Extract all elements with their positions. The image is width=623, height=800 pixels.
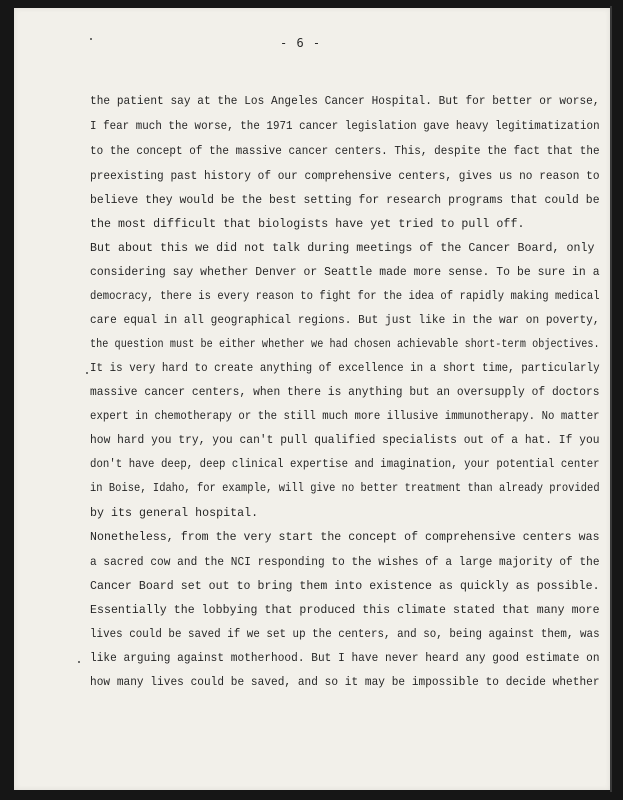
text-line: like arguing against motherhood. But I have never heard any good estimate on [90,652,600,665]
text-line: democracy, there is every reason to fight for the idea of rapidly making medical [90,290,600,303]
text-line: I fear much the worse, the 1971 cancer legislation gave heavy legitimatization [90,120,600,133]
text-line: lives could be saved if we set up the centers, and so, being against them, was [90,628,600,641]
text-line: expert in chemotherapy or the still much more illusive immunotherapy. No matter [90,410,600,423]
text-line: don't have deep, deep clinical expertise and imagination, your potential center [90,458,600,471]
text-line: to the concept of the massive cancer centers. This, despite the fact that the [90,145,600,158]
text-line: the patient say at the Los Angeles Cancer Hospital. But for better or worse, [90,95,600,108]
text-line: Essentially the lobbying that produced this climate stated that many more [90,604,600,617]
text-line: by its general hospital. [90,507,259,520]
text-line: preexisting past history of our comprehensive centers, gives us no reason to [90,170,600,183]
text-line: But about this we did not talk during meetings of the Cancer Board, only [90,242,595,255]
text-line: Cancer Board set out to bring them into existence as quickly as possible. [90,580,600,593]
page-number: - 6 - [280,36,322,50]
dust-speck [90,38,92,40]
text-line: It is very hard to create anything of excellence in a short time, particularly [90,362,600,375]
text-line: massive cancer centers, when there is anything but an oversupply of doctors [90,386,600,399]
text-line: Nonetheless, from the very start the concept of comprehensive centers was [90,531,600,544]
text-line: care equal in all geographical regions. But just like in the war on poverty, [90,314,600,327]
text-line: the most difficult that biologists have yet tried to pull off. [90,218,525,231]
text-line: the question must be either whether we had chosen achievable short-term objectives. [90,338,600,351]
text-line: believe they would be the best setting for research programs that could be [90,194,600,207]
text-line: how hard you try, you can't pull qualified specialists out of a hat. If you [90,434,600,447]
page-edge [610,6,612,792]
text-line: in Boise, Idaho, for example, will give no better treatment than already provided [90,482,600,495]
text-line: how many lives could be saved, and so it may be impossible to decide whether [90,676,600,689]
dust-speck [78,661,80,663]
text-line: considering say whether Denver or Seattle made more sense. To be sure in a [90,266,600,279]
dust-speck [86,372,88,374]
text-line: a sacred cow and the NCI responding to the wishes of a large majority of the [90,556,600,569]
